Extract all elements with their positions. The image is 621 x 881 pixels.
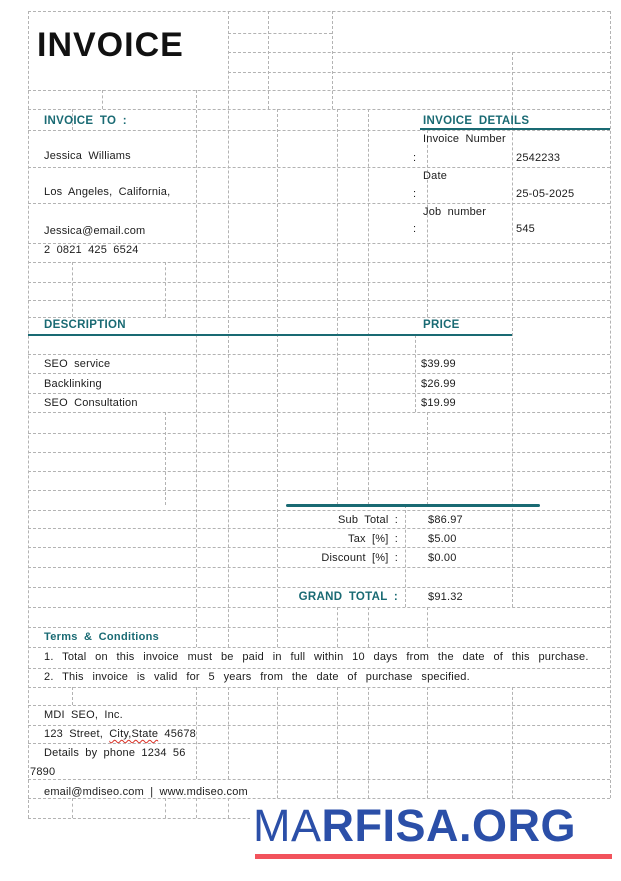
job-number-label: Job number — [423, 206, 487, 218]
gridline — [72, 687, 73, 705]
gridline — [196, 798, 197, 818]
date-label: Date — [423, 170, 448, 182]
gridline — [28, 300, 610, 301]
gridline — [196, 90, 197, 647]
gridline — [228, 11, 229, 647]
gridline — [28, 203, 610, 204]
company-address-prefix: 123 Street, — [44, 728, 110, 740]
gridline — [28, 433, 610, 434]
details-heading-rule — [420, 128, 610, 130]
gridline — [337, 687, 338, 818]
gridline — [337, 607, 338, 647]
brand-logo-bold: RFISA.ORG — [321, 800, 577, 851]
gridline — [28, 779, 610, 780]
gridline — [368, 109, 369, 505]
gridline — [427, 607, 428, 647]
item-description: SEO service — [44, 358, 111, 370]
gridline — [102, 90, 103, 109]
terms-line-1: 1. Total on this invoice must be paid in full within 10 days from the date of this purchase. — [44, 651, 589, 663]
gridline — [28, 547, 610, 548]
brand-logo-light: MA — [253, 800, 322, 851]
gridline — [368, 687, 369, 818]
gridline — [28, 668, 610, 669]
invoice-number-colon: : — [413, 152, 417, 164]
gridline — [427, 130, 428, 317]
gridline — [228, 72, 610, 73]
gridline — [228, 798, 229, 818]
gridline — [277, 109, 278, 647]
gridline — [228, 33, 332, 34]
brand-logo-text — [253, 802, 576, 850]
gridline — [415, 335, 416, 412]
gridline — [28, 687, 610, 688]
tax-value: $5.00 — [428, 533, 457, 545]
company-name: MDI SEO, Inc. — [44, 709, 123, 721]
invoice-title: INVOICE — [37, 26, 184, 64]
items-header-rule — [28, 334, 512, 336]
item-price: $39.99 — [421, 358, 456, 370]
item-description: Backlinking — [44, 378, 102, 390]
description-header: DESCRIPTION — [44, 319, 126, 331]
item-description: SEO Consultation — [44, 397, 138, 409]
company-address-highlight: City,State — [109, 728, 159, 740]
gridline — [277, 687, 278, 818]
gridline — [72, 798, 73, 818]
gridline — [165, 798, 166, 818]
gridline — [28, 282, 610, 283]
gridline — [28, 587, 610, 588]
gridline — [610, 11, 611, 818]
job-number-value: 545 — [516, 223, 535, 235]
gridline — [28, 490, 610, 491]
customer-email: Jessica@email.com — [44, 225, 146, 237]
terms-heading: Terms & Conditions — [44, 631, 160, 643]
gridline — [165, 412, 166, 505]
gridline — [28, 528, 610, 529]
gridline — [368, 607, 369, 647]
company-phone-line1: Details by phone 1234 56 — [44, 747, 186, 759]
company-phone-line2: 7890 — [30, 766, 56, 778]
gridline — [165, 262, 166, 317]
gridline — [28, 393, 610, 394]
gridline — [28, 262, 610, 263]
price-header: PRICE — [423, 319, 460, 331]
subtotal-value: $86.97 — [428, 514, 463, 526]
gridline — [28, 471, 610, 472]
gridline — [28, 607, 610, 608]
invoice-to-heading: INVOICE TO : — [44, 115, 127, 127]
gridline — [427, 412, 428, 505]
item-price: $19.99 — [421, 397, 456, 409]
gridline — [228, 52, 610, 53]
customer-address: Los Angeles, California, — [44, 186, 171, 198]
gridline — [72, 262, 73, 317]
gridline — [196, 687, 197, 779]
gridline — [28, 627, 610, 628]
invoice-number-value: 2542233 — [516, 152, 561, 164]
date-value: 25-05-2025 — [516, 188, 575, 200]
gridline — [28, 412, 610, 413]
gridline — [512, 52, 513, 607]
gridline — [268, 11, 269, 109]
gridline — [28, 354, 610, 355]
gridline — [28, 373, 610, 374]
gridline — [28, 647, 610, 648]
company-address-suffix: 45678 — [158, 728, 197, 740]
job-number-colon: : — [413, 223, 417, 235]
gridline — [28, 109, 610, 110]
gridline — [28, 11, 29, 818]
invoice-number-label: Invoice Number — [423, 133, 506, 145]
date-colon: : — [413, 188, 417, 200]
customer-phone: 2 0821 425 6524 — [44, 244, 139, 256]
terms-line-2: 2. This invoice is valid for 5 years from the date of purchase specified. — [44, 671, 470, 683]
gridline — [28, 705, 610, 706]
gridline — [28, 90, 610, 91]
gridline — [28, 567, 610, 568]
grand-total-value: $91.32 — [428, 591, 463, 603]
gridline — [28, 167, 610, 168]
subtotal-label: Sub Total : — [338, 514, 398, 526]
gridline — [228, 687, 229, 779]
discount-value: $0.00 — [428, 552, 457, 564]
gridline — [28, 130, 610, 131]
logo-underline — [255, 854, 612, 859]
company-address — [44, 727, 196, 741]
grand-total-label: GRAND TOTAL : — [298, 591, 398, 603]
company-contact: email@mdiseo.com | www.mdiseo.com — [44, 786, 248, 798]
invoice-details-heading: INVOICE DETAILS — [423, 115, 530, 127]
gridline — [337, 109, 338, 505]
gridline — [28, 725, 610, 726]
item-price: $26.99 — [421, 378, 456, 390]
gridline — [405, 505, 406, 607]
tax-label: Tax [%] : — [348, 533, 398, 545]
brand-logo — [250, 800, 621, 862]
gridline — [28, 743, 610, 744]
gridline — [332, 11, 333, 109]
customer-name: Jessica Williams — [44, 150, 131, 162]
gridline — [28, 510, 610, 511]
totals-top-rule — [286, 504, 540, 507]
gridline — [28, 452, 610, 453]
gridline — [427, 687, 428, 818]
gridline — [512, 687, 513, 818]
discount-label: Discount [%] : — [321, 552, 398, 564]
